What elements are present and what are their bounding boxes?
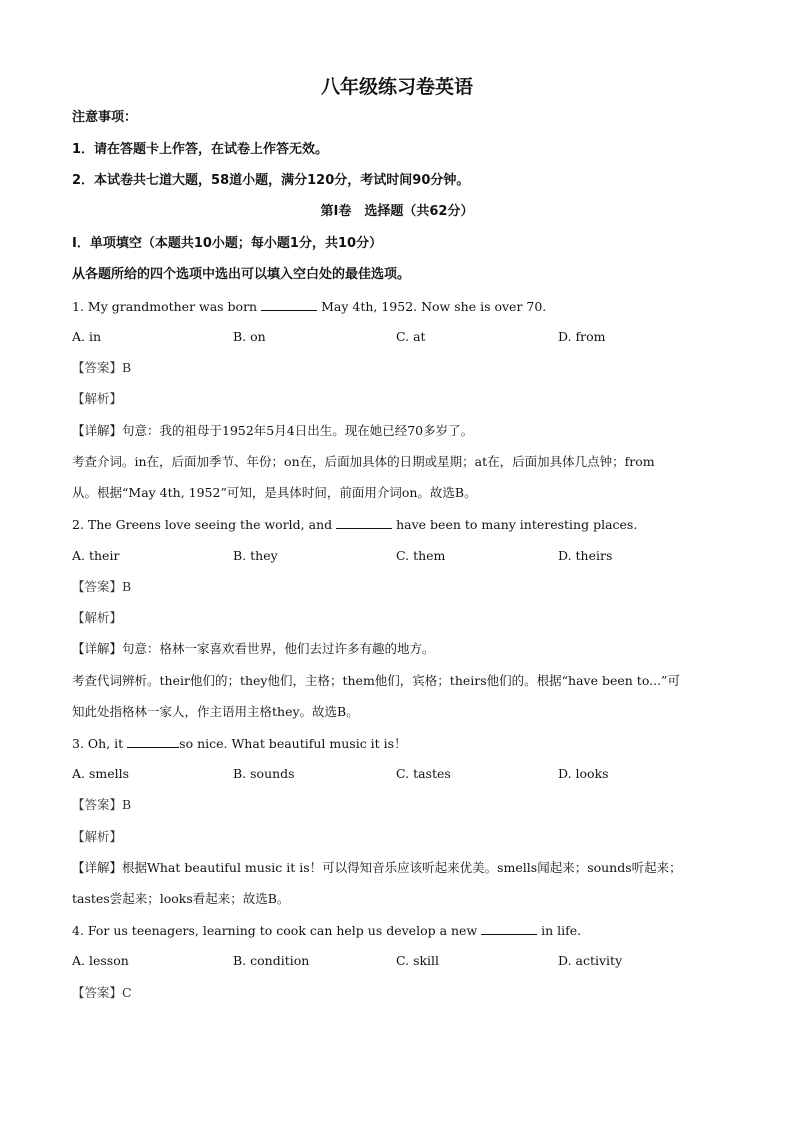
q4-option-d: D. activity	[558, 953, 623, 968]
q1-explanation-line-1: 考查介词。in在，后面加季节、年份；on在，后面加具体的日期或星期；at在，后面加具体几点钟；from	[72, 454, 655, 469]
answer-blank	[481, 922, 537, 935]
q4-option-c: C. skill	[396, 953, 440, 968]
q1-option-c: C. at	[396, 329, 426, 344]
q2-option-d: D. theirs	[558, 548, 613, 563]
q1-explanation-line-2: 从。根据“May 4th, 1952”可知，是具体时间，前面用介词on。故选B。	[72, 485, 477, 500]
document-title: 八年级练习卷英语	[320, 76, 473, 98]
stem-text: 4. For us teenagers, learning to cook can help us develop a new	[72, 923, 478, 938]
q1-detail: 【详解】句意：我的祖母于1952年5月4日出生。现在她已经70多岁了。	[72, 423, 474, 438]
q2-option-b: B. they	[233, 548, 278, 563]
stem-text: 2. The Greens love seeing the world, and	[72, 517, 333, 532]
answer-blank	[336, 516, 392, 529]
answer-blank	[261, 298, 317, 311]
section-instruction: 从各题所给的四个选项中选出可以填入空白处的最佳选项。	[72, 267, 411, 282]
notice-heading: 注意事项：	[72, 110, 138, 125]
q2-explanation-line-1: 考查代词辨析。their他们的；they他们，主格；them他们，宾格；theirs他们的。根据“have been to...”可	[72, 673, 680, 688]
stem-text: in life.	[541, 923, 582, 938]
question-4-stem	[72, 922, 581, 939]
q4-option-a: A. lesson	[72, 953, 129, 968]
q2-analysis-label: 【解析】	[72, 610, 123, 625]
q2-option-c: C. them	[396, 548, 446, 563]
q1-answer: 【答案】B	[72, 360, 132, 375]
q1-option-b: B. on	[233, 329, 266, 344]
q1-analysis-label: 【解析】	[72, 391, 123, 406]
q3-detail: 【详解】根据What beautiful music it is！可以得知音乐应该听起来优美。smells闻起来；sounds听起来；	[72, 860, 682, 875]
stem-text: 3. Oh, it	[72, 736, 124, 751]
answer-blank	[127, 735, 179, 748]
question-2-stem	[72, 516, 637, 533]
q1-option-a: A. in	[72, 329, 102, 344]
stem-text: so nice. What beautiful music it is！	[179, 736, 407, 751]
question-1-stem	[72, 298, 546, 315]
q2-explanation-line-2: 知此处指格林一家人，作主语用主格they。故选B。	[72, 704, 359, 719]
question-3-stem	[72, 735, 407, 752]
part-title: 第Ⅰ卷 选择题（共62分）	[320, 204, 474, 219]
q3-answer: 【答案】B	[72, 797, 132, 812]
q2-answer: 【答案】B	[72, 579, 132, 594]
q3-explanation-line-2: tastes尝起来；looks看起来；故选B。	[72, 891, 290, 906]
q3-analysis-label: 【解析】	[72, 829, 123, 844]
q2-detail: 【详解】句意：格林一家喜欢看世界，他们去过许多有趣的地方。	[72, 641, 435, 656]
q1-option-d: D. from	[558, 329, 606, 344]
q3-option-c: C. tastes	[396, 766, 451, 781]
q3-option-d: D. looks	[558, 766, 609, 781]
q3-option-b: B. sounds	[233, 766, 295, 781]
q2-option-a: A. their	[72, 548, 120, 563]
q3-option-a: A. smells	[72, 766, 130, 781]
q4-option-b: B. condition	[233, 953, 310, 968]
stem-text: 1. My grandmother was born	[72, 299, 258, 314]
stem-text: May 4th, 1952. Now she is over 70.	[321, 299, 547, 314]
stem-text: have been to many interesting places.	[396, 517, 638, 532]
notice-item-2: 2．本试卷共七道大题，58道小题，满分120分，考试时间90分钟。	[72, 173, 470, 188]
section-heading: Ⅰ．单项填空（本题共10小题；每小题1分，共10分）	[72, 236, 383, 251]
q4-answer: 【答案】C	[72, 985, 132, 1000]
notice-item-1: 1．请在答题卡上作答，在试卷上作答无效。	[72, 142, 329, 157]
